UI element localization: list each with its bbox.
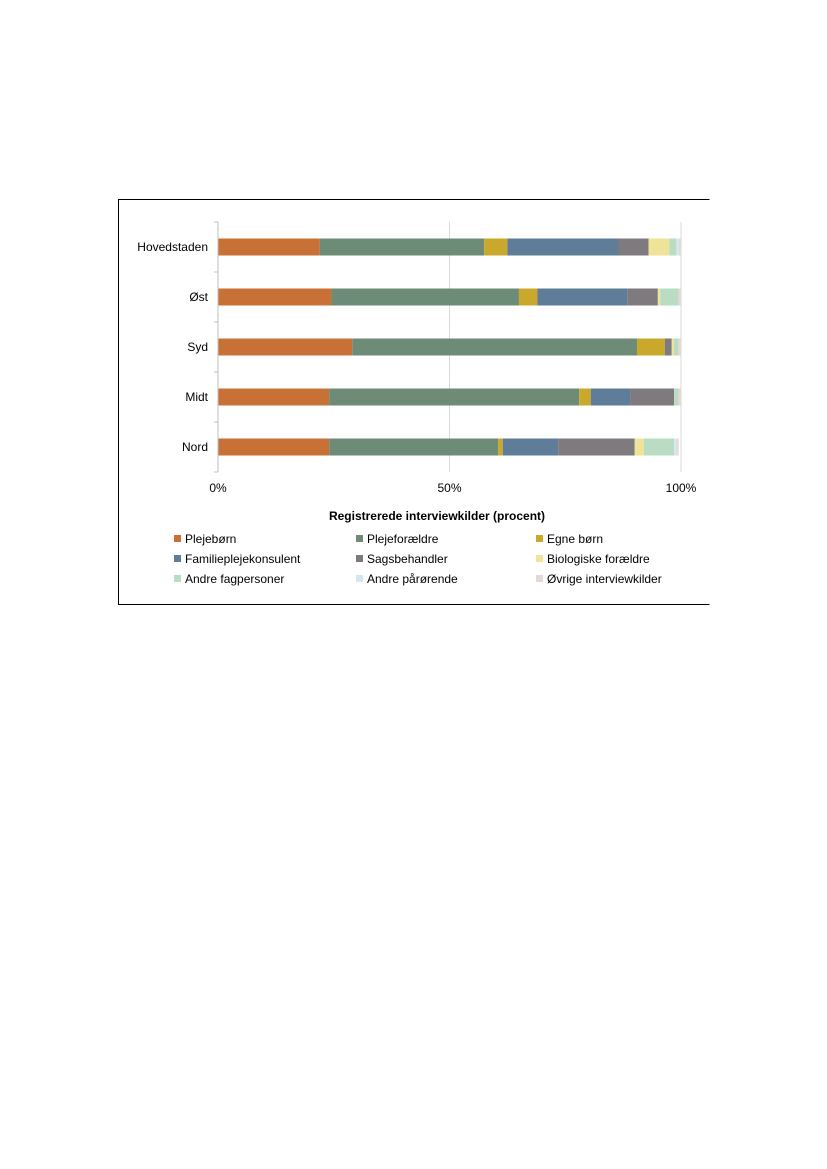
legend-label: Sagsbehandler — [367, 552, 448, 566]
bar-segment — [628, 289, 658, 306]
bar-segment — [352, 339, 637, 356]
bar-segment — [679, 339, 681, 356]
bar-segment — [484, 239, 507, 256]
category-label: Hovedstaden — [137, 240, 208, 254]
bar-segment — [579, 389, 591, 406]
bar-segment — [679, 289, 681, 306]
bar-segment — [679, 389, 681, 406]
legend-label: Andre pårørende — [367, 572, 458, 586]
category-label: Midt — [185, 390, 208, 404]
bar-segment — [674, 389, 679, 406]
x-axis-title: Registrerede interviewkilder (procent) — [328, 509, 546, 523]
legend-label: Andre fagpersoner — [185, 572, 285, 586]
bar-segment — [591, 389, 630, 406]
bar-segment — [658, 289, 660, 306]
x-tick-label: 0% — [209, 481, 227, 495]
bar-segment — [674, 339, 679, 356]
bar-segment — [218, 239, 320, 256]
bar-segment — [498, 439, 503, 456]
legend-label: Øvrige interviewkilder — [547, 572, 662, 586]
legend-swatch — [174, 535, 181, 542]
legend-label: Plejebørn — [185, 532, 237, 546]
bar-segment — [676, 439, 678, 456]
legend-swatch — [174, 555, 181, 562]
bar-segment — [503, 439, 559, 456]
category-label: Øst — [189, 290, 208, 304]
legend-swatch — [356, 575, 363, 582]
legend-swatch — [174, 575, 181, 582]
bar-segment — [660, 289, 679, 306]
bar-segment — [329, 439, 498, 456]
legend-label: Plejeforældre — [367, 532, 439, 546]
legend-swatch — [536, 555, 543, 562]
category-label: Nord — [181, 440, 208, 454]
legend-label: Biologiske forældre — [547, 552, 650, 566]
bar-segment — [672, 339, 674, 356]
bar-segment — [218, 389, 329, 406]
bar-segment — [329, 389, 579, 406]
stacked-bar-chart — [119, 200, 711, 606]
x-tick-label: 100% — [665, 481, 697, 495]
bar-segment — [507, 239, 618, 256]
bar-segment — [320, 239, 484, 256]
bar-segment — [674, 439, 676, 456]
bar-segment — [218, 439, 329, 456]
bar-segment — [665, 339, 672, 356]
chart-frame — [118, 199, 710, 605]
legend-swatch — [536, 535, 543, 542]
bar-segment — [676, 239, 678, 256]
legend-label: Egne børn — [547, 532, 604, 546]
bar-segment — [635, 439, 644, 456]
x-tick-label: 50% — [437, 481, 462, 495]
bar-segment — [331, 289, 519, 306]
bar-segment — [644, 439, 674, 456]
bar-segment — [669, 239, 676, 256]
bar-segment — [519, 289, 538, 306]
bar-segment — [537, 289, 627, 306]
bar-segment — [630, 389, 674, 406]
bar-segment — [558, 439, 634, 456]
bar-segment — [618, 239, 648, 256]
legend-label: Familieplejekonsulent — [185, 552, 301, 566]
bar-segment — [679, 239, 681, 256]
legend-swatch — [356, 555, 363, 562]
bar-segment — [649, 239, 670, 256]
bar-segment — [637, 339, 665, 356]
bar-segment — [218, 339, 352, 356]
legend-swatch — [536, 575, 543, 582]
category-label: Syd — [187, 340, 208, 354]
legend — [174, 532, 662, 586]
bar-segment — [218, 289, 331, 306]
legend-swatch — [356, 535, 363, 542]
